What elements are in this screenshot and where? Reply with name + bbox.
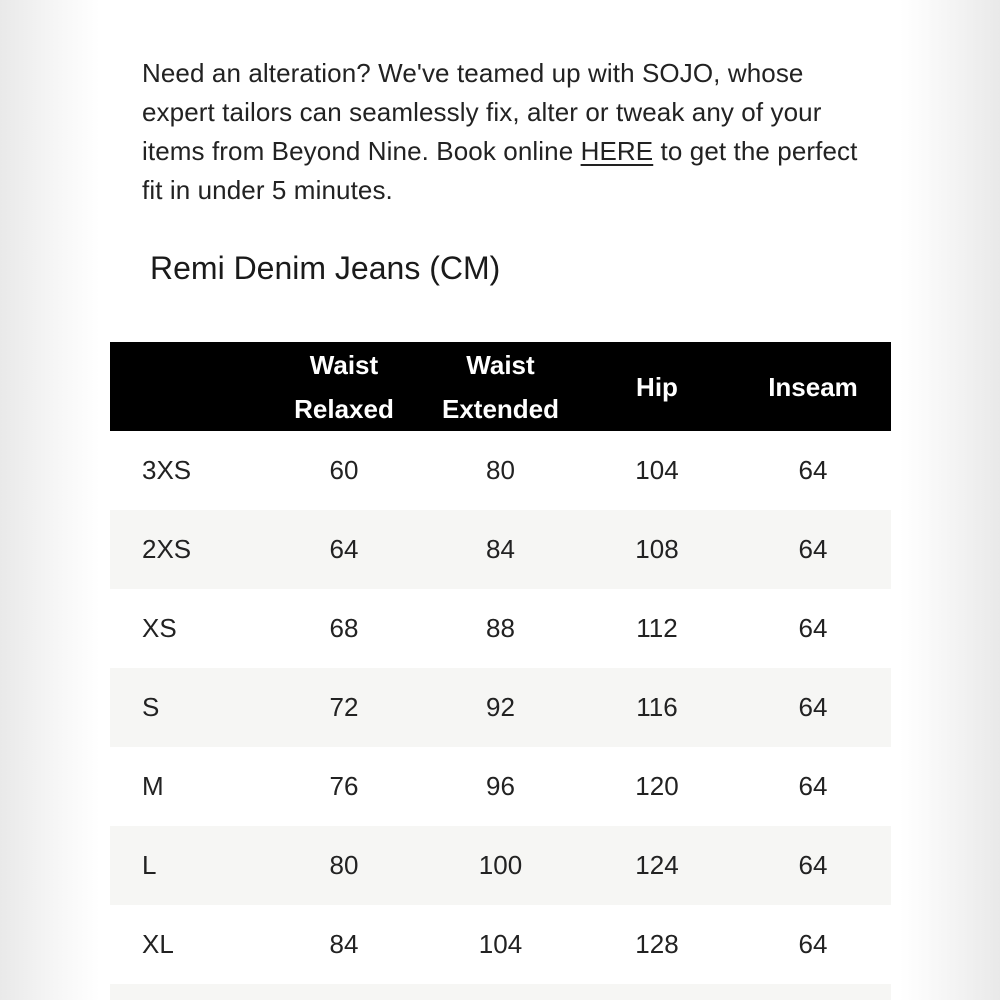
waist-extended-value: 104 [478,929,523,959]
table-row [110,510,891,589]
hip-value: 112 [636,613,678,643]
header-waist-relaxed: Waist Relaxed [266,342,422,431]
hip-value: 124 [579,826,735,905]
table-row [110,589,891,668]
hip-value: 128 [635,929,679,959]
waist-relaxed-value: 72 [266,668,422,747]
inseam-value: 64 [798,771,828,801]
inseam-value: 64 [798,929,828,959]
waist-relaxed-value: 76 [329,771,359,801]
table-row [110,826,891,905]
alteration-text-start: Need an alteration? We've teamed up with SOJO, whose expert tailors can seamlessly fix, alter or tweak any of your items from Beyond Nine. Book online [142,58,822,166]
size-label: S [110,668,266,747]
size-chart-table [110,342,891,1000]
waist-extended-value: 96 [486,771,515,801]
waist-relaxed-value: 80 [266,826,422,905]
size-label: XS [142,613,177,643]
hip-value: 120 [635,771,679,801]
hip-value: 104 [635,455,679,485]
table-header-row [110,342,891,431]
hip-value: 108 [579,510,735,589]
size-label: L [110,826,266,905]
cropped-row-cell [110,984,891,1000]
alteration-notice [142,54,862,210]
hip-value: 116 [579,668,735,747]
table-row [110,431,891,510]
inseam-value: 64 [735,510,891,589]
waist-extended-value: 100 [422,826,579,905]
alteration-text-end: to get the perfect fit in under 5 minutes. [142,136,858,205]
waist-extended-value: 80 [486,455,515,485]
table-row-cropped [110,984,891,1000]
header-waist-extended: Waist Extended [422,342,579,431]
size-guide-panel [102,0,898,1000]
waist-relaxed-value: 60 [329,455,359,485]
waist-relaxed-value: 84 [329,929,359,959]
size-label: 3XS [142,455,192,485]
table-row [110,747,891,826]
waist-extended-value: 84 [422,510,579,589]
size-table-title: Remi Denim Jeans (CM) [150,250,501,286]
table-row [110,905,891,984]
inseam-value: 64 [735,668,891,747]
header-inseam: Inseam [735,342,891,431]
waist-relaxed-value: 68 [329,613,359,643]
size-label: XL [142,929,174,959]
waist-extended-value: 92 [422,668,579,747]
waist-relaxed-value: 64 [266,510,422,589]
size-label: M [142,771,164,801]
size-label: 2XS [110,510,266,589]
inseam-value: 64 [798,613,828,643]
inseam-value: 64 [735,826,891,905]
inseam-value: 64 [798,455,828,485]
header-hip: Hip [579,342,735,431]
waist-extended-value: 88 [486,613,515,643]
table-row [110,668,891,747]
book-online-link[interactable]: HERE [580,136,654,166]
header-size [110,342,266,431]
